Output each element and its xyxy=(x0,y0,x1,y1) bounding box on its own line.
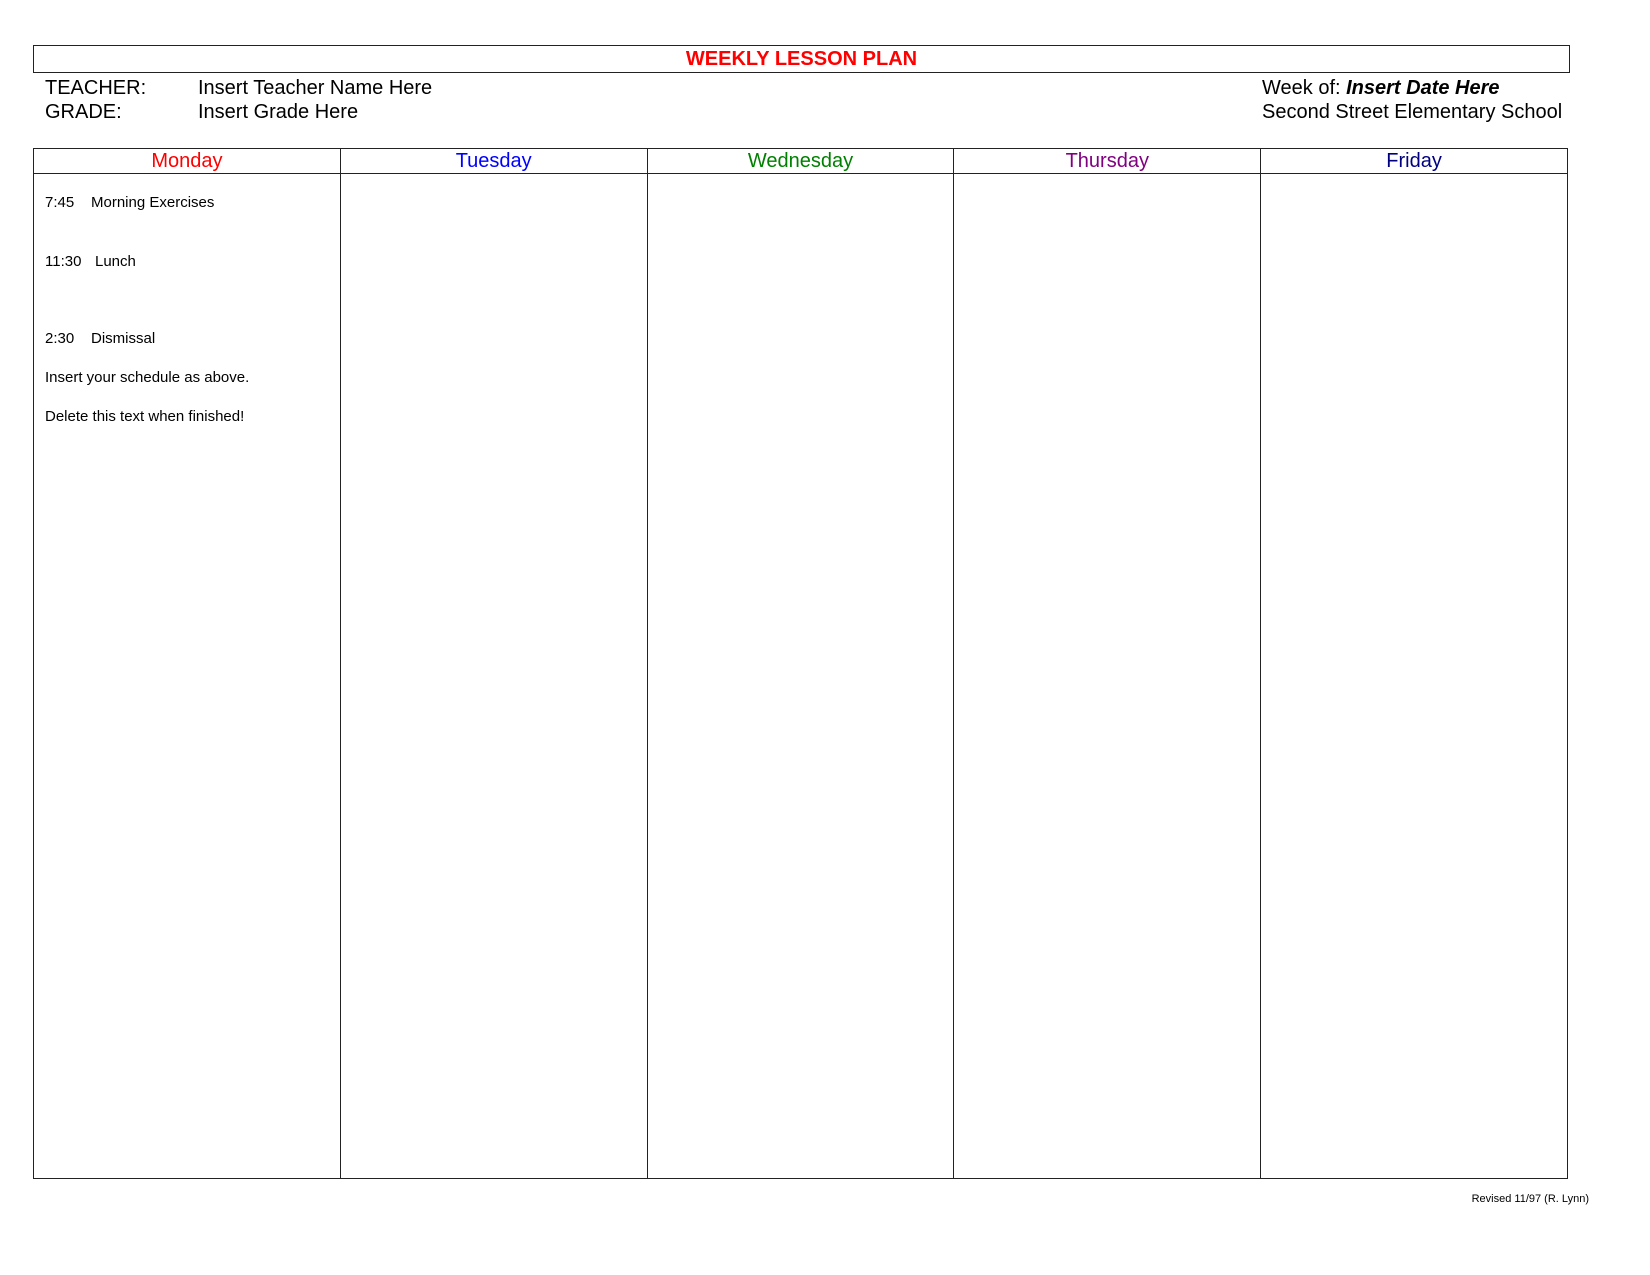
schedule-entry xyxy=(45,330,155,347)
schedule-entry xyxy=(45,194,214,211)
day-header-tuesday: Tuesday xyxy=(340,149,647,174)
tuesday-cell[interactable] xyxy=(340,174,647,1179)
schedule-note: Delete this text when finished! xyxy=(45,408,245,425)
grade-field[interactable]: Insert Grade Here xyxy=(198,101,359,123)
thursday-cell[interactable] xyxy=(954,174,1261,1179)
friday-cell[interactable] xyxy=(1261,174,1568,1179)
teacher-label: TEACHER: xyxy=(45,77,147,99)
schedule-note: Insert your schedule as above. xyxy=(45,369,250,386)
page-title: WEEKLY LESSON PLAN xyxy=(33,45,1570,73)
week-of-line xyxy=(1262,77,1500,100)
week-date-field[interactable]: Insert Date Here xyxy=(1346,77,1500,99)
schedule-time: 2:30 xyxy=(45,330,75,347)
week-of-label: Week of: xyxy=(1262,77,1341,99)
day-header-row xyxy=(34,149,1568,174)
day-content-row xyxy=(34,174,1568,1179)
weekly-plan-table xyxy=(33,148,1568,1179)
schedule-time: 7:45 xyxy=(45,194,75,211)
schedule-time: 11:30 xyxy=(45,253,82,270)
schedule-activity: Lunch xyxy=(95,253,136,270)
schedule-activity: Dismissal xyxy=(91,330,156,347)
schedule-entry xyxy=(45,253,136,270)
monday-cell[interactable] xyxy=(34,174,341,1179)
teacher-name-field[interactable]: Insert Teacher Name Here xyxy=(198,77,433,99)
day-header-wednesday: Wednesday xyxy=(647,149,954,174)
wednesday-cell[interactable] xyxy=(647,174,954,1179)
day-header-monday: Monday xyxy=(34,149,341,174)
revision-note: Revised 11/97 (R. Lynn) xyxy=(1471,1193,1589,1205)
school-name: Second Street Elementary School xyxy=(1262,101,1563,123)
day-header-thursday: Thursday xyxy=(954,149,1261,174)
day-header-friday: Friday xyxy=(1261,149,1568,174)
schedule-activity: Morning Exercises xyxy=(91,194,215,211)
grade-label: GRADE: xyxy=(45,101,122,123)
